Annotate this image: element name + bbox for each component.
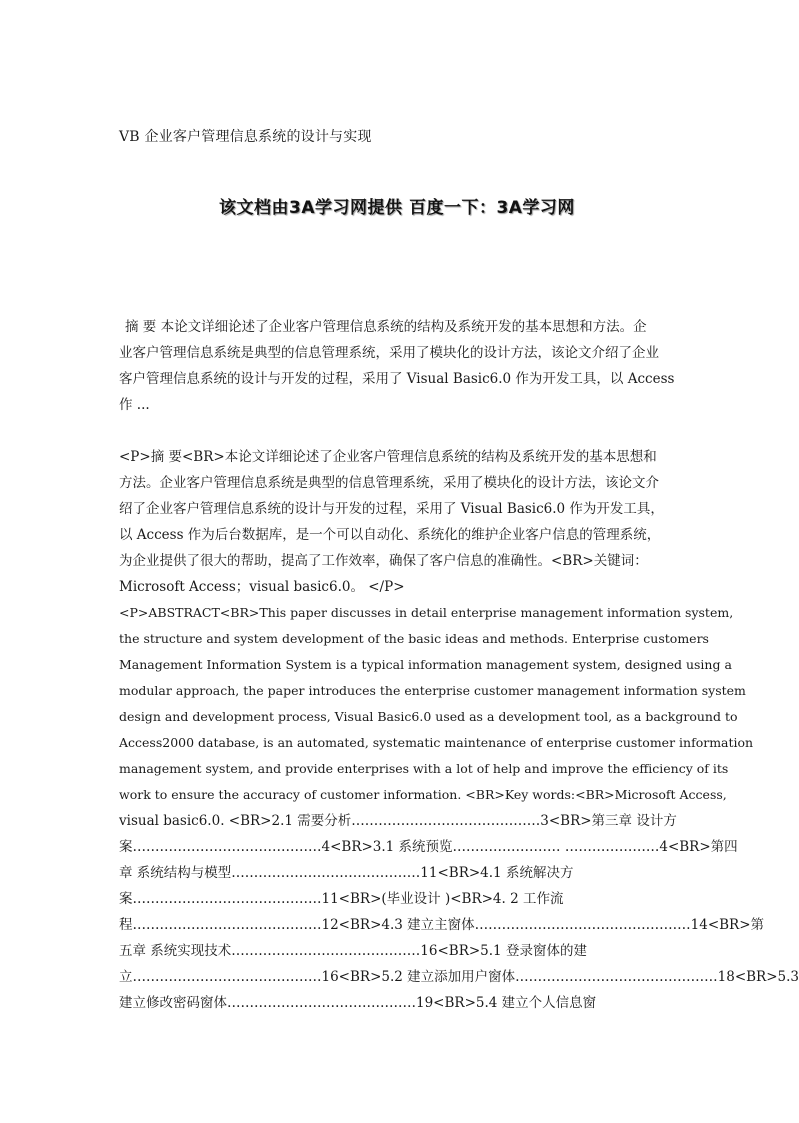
body-line: 章 系统结构与模型……………………………………11<BR>4.1 系统解决方	[119, 865, 574, 881]
body-line: visual basic6.0. <BR>2.1 需要分析……………………………………3<BR>第三章 设计方	[119, 813, 677, 829]
body-line: Management Information System is a typical information management system, designed using a	[119, 657, 732, 672]
summary-line: 业客户管理信息系统是典型的信息管理系统，采用了模块化的设计方法，该论文介绍了企业	[119, 345, 659, 361]
body-line: design and development process, Visual Basic6.0 used as a development tool, as a background to	[119, 709, 738, 724]
body-line: 案……………………………………11<BR>(毕业设计 )<BR>4. 2 工作流	[119, 891, 564, 907]
body-line: 为企业提供了很大的帮助，提高了工作效率，确保了客户信息的准确性。<BR>关键词：	[119, 553, 648, 569]
summary-line: 摘 要 本论文详细论述了企业客户管理信息系统的结构及系统开发的基本思想和方法。企	[125, 319, 647, 335]
body-line: 绍了企业客户管理信息系统的设计与开发的过程，采用了 Visual Basic6.0 作为开发工具，	[119, 501, 664, 517]
body-paragraph	[119, 444, 799, 1016]
document-title: VB 企业客户管理信息系统的设计与实现	[119, 129, 372, 145]
body-line: 案……………………………………4<BR>3.1 系统预览…………………… …………………4<BR>第四	[119, 839, 738, 855]
body-line: <P>ABSTRACT<BR>This paper discusses in detail enterprise management information system,	[119, 605, 734, 620]
body-line: <P>摘 要<BR>本论文详细论述了企业客户管理信息系统的结构及系统开发的基本思想和	[119, 449, 657, 465]
body-line: 五章 系统实现技术……………………………………16<BR>5.1 登录窗体的建	[119, 943, 587, 959]
body-line: 方法。企业客户管理信息系统是典型的信息管理系统，采用了模块化的设计方法，该论文介	[119, 475, 659, 491]
summary-paragraph	[119, 314, 675, 418]
body-line: 以 Access 作为后台数据库，是一个可以自动化、系统化的维护企业客户信息的管理系统，	[119, 527, 661, 543]
body-line: Access2000 database, is an automated, systematic maintenance of enterprise customer information	[119, 735, 754, 750]
body-line: management system, and provide enterprises with a lot of help and improve the efficiency of its	[119, 761, 729, 776]
summary-line: 作 ...	[119, 397, 150, 413]
body-line: Microsoft Access；visual basic6.0。 </P>	[119, 579, 405, 595]
summary-line: 客户管理信息系统的设计与开发的过程，采用了 Visual Basic6.0 作为开发工具，以 Access	[119, 371, 675, 387]
promo-banner: 该文档由3A学习网提供 百度一下：3A学习网	[219, 198, 575, 218]
body-line: work to ensure the accuracy of customer information. <BR>Key words:<BR>Microsoft Access,	[119, 787, 727, 802]
body-line: 建立修改密码窗体……………………………………19<BR>5.4 建立个人信息窗	[119, 995, 597, 1011]
body-line: 程……………………………………12<BR>4.3 建立主窗体…………………………………………14<BR>第	[119, 917, 765, 933]
body-line: the structure and system development of the basic ideas and methods. Enterprise customers	[119, 631, 709, 646]
body-line: 立……………………………………16<BR>5.2 建立添加用户窗体………………………………………18<BR>5.3	[119, 969, 799, 985]
body-line: modular approach, the paper introduces the enterprise customer management information system	[119, 683, 746, 698]
